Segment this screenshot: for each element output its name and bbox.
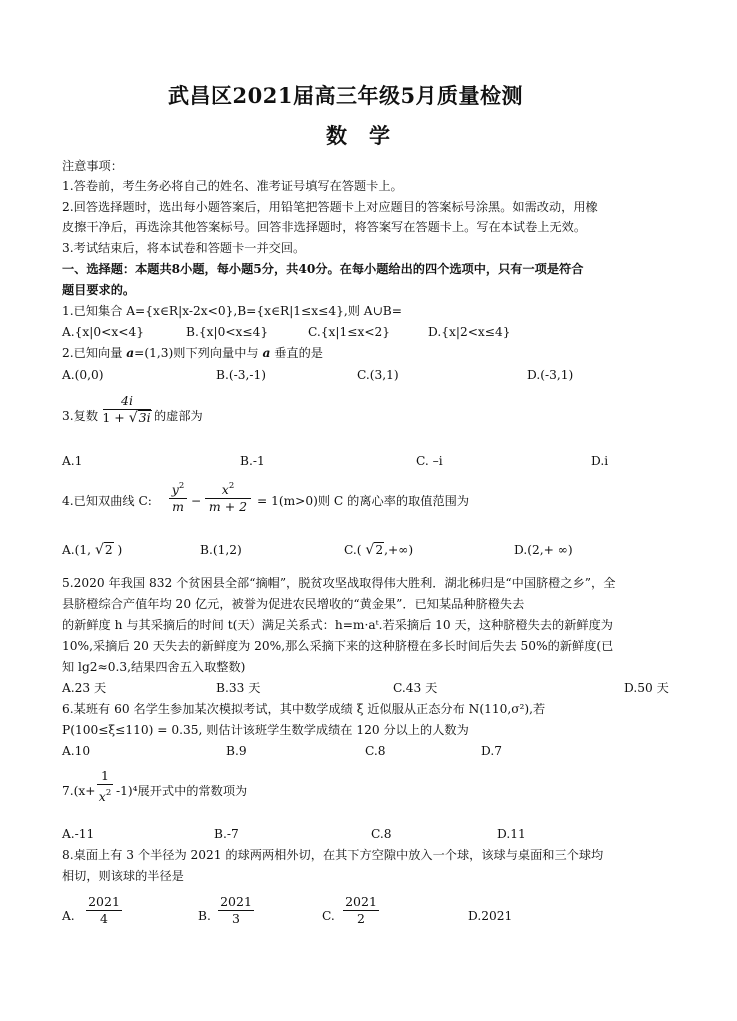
q4-minus: − (191, 494, 202, 508)
q7-prefix: 7.(x+ (62, 784, 96, 798)
q7-suffix: -1)⁴展开式中的常数项为 (116, 784, 248, 798)
exam-title: 武昌区2021届高三年级5月质量检测 (168, 83, 524, 108)
q5-option-a: A.23 天 (62, 681, 107, 695)
q3-option-d: D.i (591, 454, 609, 468)
sqrt-icon: √ (94, 542, 104, 558)
q7-option-a: A.-11 (62, 827, 95, 841)
q5-line: 知 lg2≈0.3,结果四舍五入取整数) (62, 660, 246, 674)
q4-option-c (344, 540, 413, 560)
q4-f2-exp: 2 (228, 481, 235, 491)
q5-option-b: B.33 天 (216, 681, 261, 695)
q4-option-c-radicand: 2 (375, 543, 384, 557)
q7-option-d: D.11 (497, 827, 526, 841)
q8-option-c-num: 2021 (345, 894, 377, 909)
q5-option-d: D.50 天 (624, 681, 669, 695)
vector-a: a (262, 346, 271, 360)
q3-option-a: A.1 (62, 454, 83, 468)
q8-option-b-label: B. (198, 909, 211, 923)
q8-option-a-label: A. (62, 909, 75, 923)
q2-option-a: A.(0,0) (62, 368, 104, 382)
q8-option-b-den: 3 (232, 911, 240, 926)
q1-option-d: D.{x|2<x≤4} (428, 325, 511, 339)
q6-option-c: C.8 (365, 744, 386, 758)
q7-numerator: 1 (101, 768, 109, 783)
q7-den-exp: 2 (105, 788, 112, 798)
q3-option-b: B.-1 (240, 454, 265, 468)
notice-item: 皮擦干净后，再选涂其他答案标号。回答非选择题时，将答案写在答题卡上。写在本试卷上无效。 (62, 220, 587, 234)
q3-fraction (102, 393, 152, 426)
q8-option-c-den: 2 (357, 911, 365, 926)
section-heading: 一、选择题：本题共8小题，每小题5分，共40分。在每小题给出的四个选项中，只有一项是符合 (62, 262, 584, 276)
vector-a: a (126, 346, 135, 360)
q4-f2-num: x (221, 482, 229, 497)
q6-option-a: A.10 (62, 744, 91, 758)
q6-line: P(100≤ξ≤110) = 0.35, 则估计该班学生数学成绩在 120 分以上的人数为 (62, 723, 469, 737)
q8-option-a (84, 894, 124, 927)
q1-option-b: B.{x|0<x≤4} (186, 325, 269, 339)
q4-option-d: D.(2,+ ∞) (514, 543, 573, 557)
q4-fraction-y (168, 478, 188, 515)
q5-line: 5.2020 年我国 832 个贫困县全部“摘帽”，脱贫攻坚战取得伟大胜利．湖北秭归是“中国脐橙之乡”，全 (62, 576, 616, 590)
q3-option-c: C. –i (416, 454, 443, 468)
q8-option-a-num: 2021 (88, 894, 120, 909)
q2-option-b: B.(-3,-1) (216, 368, 266, 382)
q2-stem-mid: =(1,3)则下列向量中与 (134, 346, 263, 360)
q8-option-b (216, 894, 256, 927)
q6-option-d: D.7 (481, 744, 502, 758)
section-heading-cont: 题目要求的。 (62, 283, 136, 297)
q4-prefix: 4.已知双曲线 C: (62, 494, 152, 508)
q8-option-a-den: 4 (100, 911, 108, 926)
q8-option-d: D.2021 (468, 909, 513, 923)
q2-option-d: D.(-3,1) (527, 368, 574, 382)
q7-den: x (98, 789, 106, 804)
q5-line: 县脐橙综合产值年均 20 亿元，被誉为促进农民增收的“黄金果”．已知某品种脐橙失去 (62, 597, 525, 611)
q6-line: 6.某班有 60 名学生参加某次模拟考试，其中数学成绩 ξ 近似服从正态分布 N(110,σ²),若 (62, 702, 546, 716)
q4-suffix: = 1(m>0)则 C 的离心率的取值范围为 (257, 494, 470, 508)
q5-option-c: C.43 天 (393, 681, 438, 695)
q1-option-c: C.{x|1≤x<2} (308, 325, 391, 339)
q2-stem (62, 343, 323, 363)
q4-f1-exp: 2 (178, 481, 185, 491)
q7-fraction (96, 768, 114, 805)
q4-option-a (62, 540, 122, 560)
q2-stem-prefix: 2.已知向量 (62, 346, 127, 360)
q4-option-c-post: ,+∞) (384, 543, 414, 557)
q5-line: 10%,采摘后 20 天失去的新鲜度为 20%,那么采摘下来的这种脐橙在多长时间后失去 50%的新鲜度(已 (62, 639, 614, 653)
q8-option-c-label: C. (322, 909, 335, 923)
q7-option-b: B.-7 (214, 827, 239, 841)
sqrt-icon: √ (128, 410, 138, 426)
q7-option-c: C.8 (371, 827, 392, 841)
q3-numerator: 4i (121, 393, 133, 408)
q4-f2-den: m + 2 (208, 499, 248, 514)
q4-fraction-x (203, 478, 253, 515)
notice-heading: 注意事项： (62, 159, 123, 173)
notice-item: 1.答卷前，考生务必将自己的姓名、准考证号填写在答题卡上。 (62, 179, 403, 193)
q4-option-a-radicand: 2 (104, 543, 113, 557)
q4-f1-num: y (171, 482, 179, 497)
notice-item: 3.考试结束后，将本试卷和答题卡一并交回。 (62, 241, 306, 255)
q3-den-radicand: 3i (138, 410, 151, 425)
q4-option-a-post: ) (117, 543, 123, 557)
q5-line: 的新鲜度 h 与其采摘后的时间 t(天）满足关系式：h=m·aᵗ.若采摘后 10 天，这种脐橙失去的新鲜度为 (62, 618, 613, 632)
q8-line: 8.桌面上有 3 个半径为 2021 的球两两相外切，在其下方空隙中放入一个球，该球与桌面和三个球均 (62, 848, 604, 862)
q4-option-b: B.(1,2) (200, 543, 242, 557)
notice-item: 2.回答选择题时，选出每小题答案后，用铅笔把答题卡上对应题目的答案标号涂黑。如需改动，用橡 (62, 200, 598, 214)
q3-den-a: 1 + (102, 410, 129, 425)
q3-prefix: 3.复数 (62, 409, 99, 423)
q2-stem-suffix: 垂直的是 (270, 346, 323, 360)
q4-f1-den: m (172, 499, 184, 514)
q4-option-c-pre: C.( (344, 543, 362, 557)
sqrt-icon: √ (365, 542, 375, 558)
q4-option-a-pre: A.(1, (62, 543, 92, 557)
q8-option-b-num: 2021 (220, 894, 252, 909)
q1-option-a: A.{x|0<x<4} (62, 325, 144, 339)
subject-title: 数学 (326, 123, 412, 148)
q1-stem: 1.已知集合 A={x∈R|x-2x<0},B={x∈R|1≤x≤4},则 A∪B= (62, 304, 402, 318)
q6-option-b: B.9 (226, 744, 247, 758)
q2-option-c: C.(3,1) (357, 368, 399, 382)
q8-option-c (341, 894, 381, 927)
q3-suffix: 的虚部为 (154, 409, 203, 423)
q8-line: 相切，则该球的半径是 (62, 869, 184, 883)
